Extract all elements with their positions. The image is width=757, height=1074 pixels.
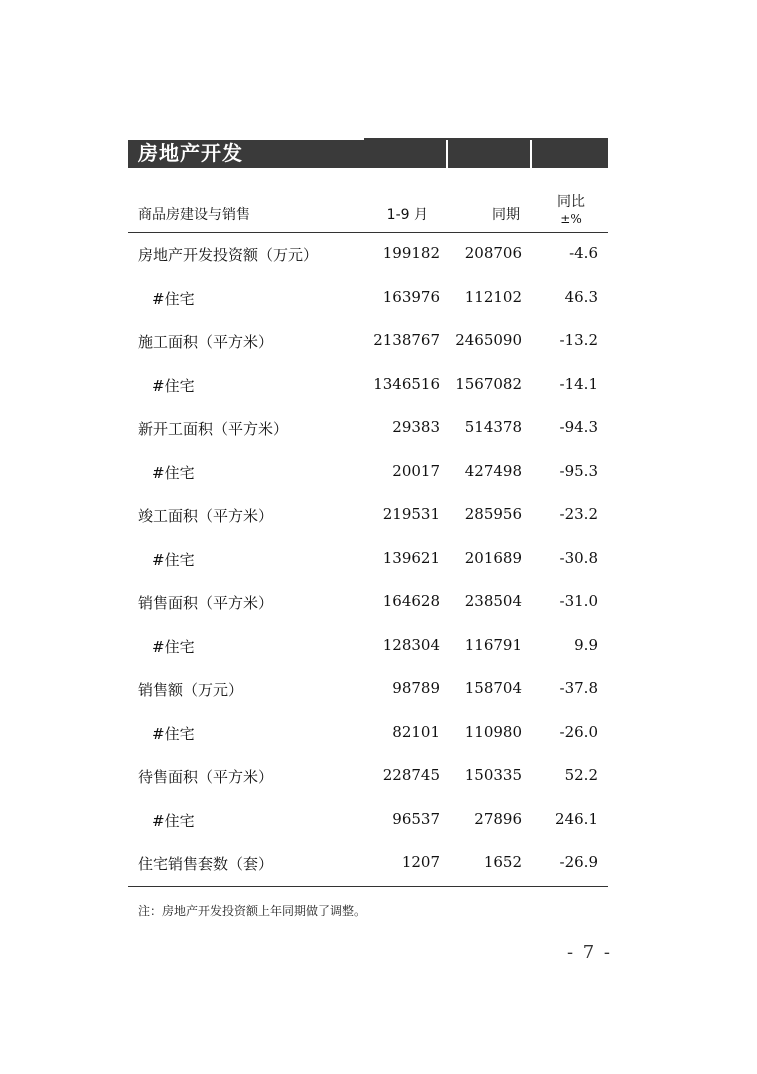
row-previous: 112102 — [464, 287, 522, 306]
row-yoy: -94.3 — [559, 418, 598, 436]
row-previous: 158704 — [464, 679, 522, 697]
row-yoy: -4.6 — [569, 244, 598, 262]
row-name: 竣工面积（平方米） — [138, 507, 274, 525]
row-name: 销售面积（平方米） — [138, 594, 274, 612]
table-row — [128, 364, 608, 408]
row-yoy: 52.2 — [564, 766, 598, 784]
table-row — [128, 494, 608, 538]
row-current: 163976 — [382, 287, 440, 306]
header-divider — [446, 140, 448, 168]
row-previous: 514378 — [464, 418, 522, 436]
row-yoy: -14.1 — [559, 374, 598, 393]
table-header-row — [128, 192, 608, 233]
table-row — [128, 233, 608, 277]
table-row — [128, 668, 608, 712]
row-name: #住宅 — [152, 724, 195, 743]
section-header-bar — [128, 138, 608, 168]
table-row — [128, 538, 608, 582]
table-row — [128, 842, 608, 886]
row-yoy: -31.0 — [559, 592, 598, 610]
row-previous: 2465090 — [455, 331, 522, 349]
row-current: 128304 — [382, 635, 440, 654]
data-table — [128, 192, 608, 887]
row-current: 98789 — [392, 679, 440, 697]
footnote: 注：房地产开发投资额上年同期做了调整。 — [138, 904, 367, 918]
row-previous: 150335 — [464, 766, 522, 784]
row-current: 29383 — [392, 418, 440, 436]
row-current: 96537 — [392, 809, 440, 828]
row-current: 1207 — [401, 853, 440, 871]
row-current: 1346516 — [373, 374, 440, 393]
row-current: 82101 — [392, 722, 440, 741]
header-divider — [530, 140, 532, 168]
table-row — [128, 407, 608, 451]
row-name: #住宅 — [152, 811, 195, 830]
table-row — [128, 799, 608, 843]
row-name: #住宅 — [152, 376, 195, 395]
row-name: 房地产开发投资额（万元） — [138, 246, 319, 264]
table-row — [128, 712, 608, 756]
row-yoy: -37.8 — [559, 679, 598, 697]
column-header-yoy — [540, 194, 602, 228]
row-yoy: -30.8 — [559, 548, 598, 567]
table-row — [128, 277, 608, 321]
row-yoy: 46.3 — [564, 287, 598, 306]
row-previous: 208706 — [464, 244, 522, 262]
column-header-current: 1-9 月 — [386, 207, 428, 223]
row-current: 199182 — [382, 244, 440, 262]
row-current: 219531 — [382, 505, 440, 523]
column-header-name: 商品房建设与销售 — [138, 207, 250, 223]
row-yoy: -23.2 — [559, 505, 598, 523]
row-yoy: 246.1 — [555, 809, 598, 828]
column-header-previous: 同期 — [492, 207, 520, 223]
table-body — [128, 233, 608, 886]
table-row — [128, 755, 608, 799]
row-current: 228745 — [382, 766, 440, 784]
row-previous: 238504 — [464, 592, 522, 610]
row-name: #住宅 — [152, 637, 195, 656]
row-previous: 116791 — [464, 635, 522, 654]
row-name: #住宅 — [152, 463, 195, 482]
row-yoy: -13.2 — [559, 331, 598, 349]
row-name: 新开工面积（平方米） — [138, 420, 289, 438]
row-current: 20017 — [392, 461, 440, 480]
row-name: 施工面积（平方米） — [138, 333, 274, 351]
row-yoy: -95.3 — [559, 461, 598, 480]
section-title: 房地产开发 — [138, 141, 243, 165]
row-name: 待售面积（平方米） — [138, 768, 274, 786]
row-name: #住宅 — [152, 550, 195, 569]
row-yoy: -26.9 — [559, 853, 598, 871]
row-previous: 110980 — [464, 722, 522, 741]
row-current: 164628 — [382, 592, 440, 610]
table-bottom-rule — [128, 886, 608, 887]
table-row — [128, 625, 608, 669]
table-row — [128, 451, 608, 495]
row-previous: 285956 — [464, 505, 522, 523]
row-previous: 27896 — [474, 809, 522, 828]
row-yoy: -26.0 — [559, 722, 598, 741]
row-previous: 427498 — [464, 461, 522, 480]
column-header-yoy-label: 同比 — [557, 194, 585, 210]
row-previous: 201689 — [464, 548, 522, 567]
table-row — [128, 320, 608, 364]
row-previous: 1567082 — [455, 374, 522, 393]
row-name: 销售额（万元） — [138, 681, 244, 699]
table-row — [128, 581, 608, 625]
row-yoy: 9.9 — [574, 635, 598, 654]
row-name: #住宅 — [152, 289, 195, 308]
row-name: 住宅销售套数（套） — [138, 855, 274, 873]
column-header-yoy-unit: ±% — [560, 212, 582, 226]
row-previous: 1652 — [483, 853, 522, 871]
row-current: 2138767 — [373, 331, 440, 349]
page-number: - 7 - — [566, 942, 612, 963]
row-current: 139621 — [382, 548, 440, 567]
